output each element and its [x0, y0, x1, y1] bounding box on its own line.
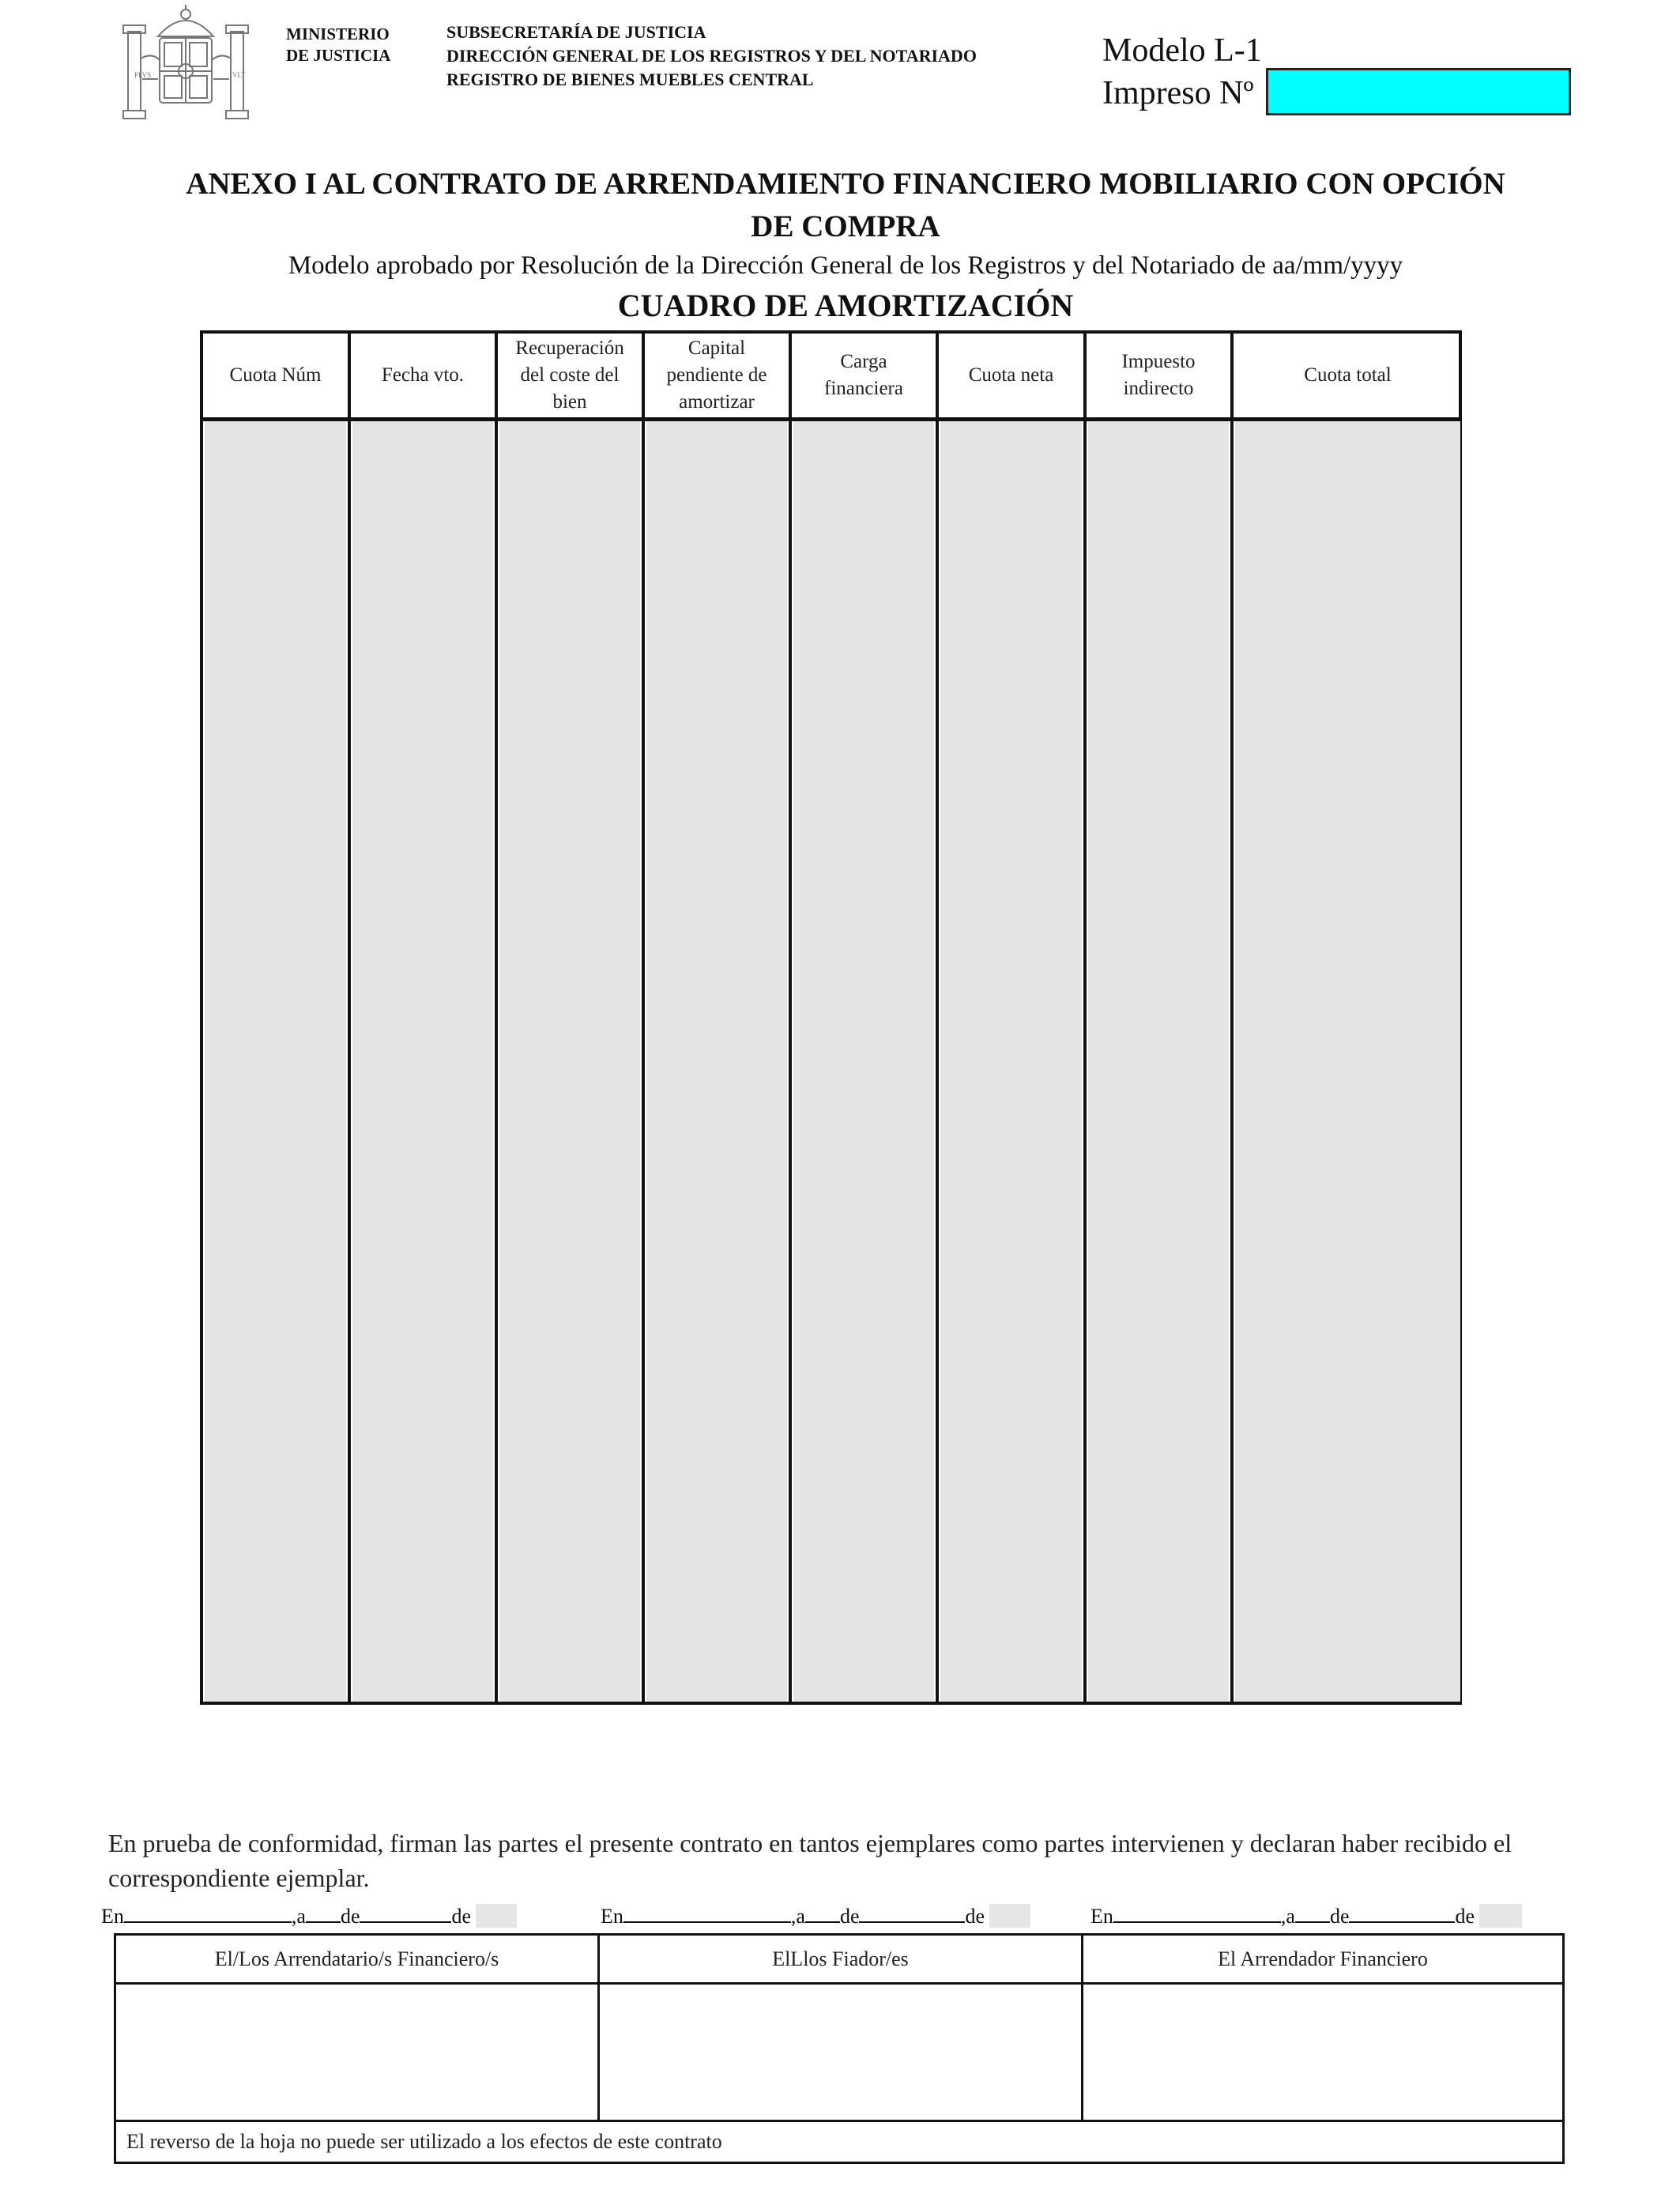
- amortization-column-header: [351, 334, 495, 417]
- amortization-column-body[interactable]: [205, 421, 346, 1702]
- signature-footer-divider: [114, 2120, 1565, 2122]
- coat-of-arms-icon: [111, 3, 261, 128]
- amortization-column-body[interactable]: [793, 421, 934, 1702]
- model-code: Modelo L-1: [1102, 32, 1262, 69]
- column-header-text: Capital: [687, 337, 746, 359]
- department-line-1: SUBSECRETARÍA DE JUSTICIA: [446, 22, 706, 42]
- document-subtitle: Modelo aprobado por Resolución de la Dirección General de los Registros y del Notariado de aa/mm/yyyy: [288, 251, 1403, 280]
- place-date-line-3[interactable]: En ,a de de: [1090, 1903, 1522, 1930]
- column-header-text: del coste del: [520, 364, 620, 386]
- svg-text:VLT: VLT: [232, 71, 246, 79]
- ministry-name: [286, 24, 390, 66]
- table-column-divider: [789, 330, 792, 1705]
- document-title-line-1: ANEXO I AL CONTRATO DE ARRENDAMIENTO FINANCIERO MOBILIARIO CON OPCIÓN: [186, 167, 1505, 201]
- ministry-line-1: MINISTERIO: [286, 25, 390, 43]
- impreso-label: Impreso Nº: [1102, 75, 1254, 111]
- table-column-divider: [642, 330, 645, 1705]
- signature-header-arrendatario: El/Los Arrendatario/s Financiero/s: [214, 1947, 499, 1970]
- table-column-divider: [1230, 330, 1234, 1705]
- amortization-column-body[interactable]: [352, 421, 493, 1702]
- signature-header-arrendador: El Arrendador Financiero: [1218, 1947, 1428, 1970]
- column-header-text: bien: [552, 391, 587, 413]
- place-date-line-2[interactable]: En ,a de de: [601, 1903, 1030, 1930]
- amortization-column-body[interactable]: [940, 421, 1082, 1702]
- document-title: [95, 163, 1596, 248]
- column-header-text: Recuperación: [515, 337, 624, 359]
- column-header-text: indirecto: [1123, 378, 1194, 399]
- amortization-column-body[interactable]: [499, 421, 640, 1702]
- amortization-column-header: [203, 334, 348, 417]
- amortization-column-body[interactable]: [646, 421, 787, 1702]
- document-title-line-2: DE COMPRA: [751, 209, 940, 243]
- signature-box-arrendador[interactable]: [1083, 1985, 1562, 2120]
- amortization-column-header: [1087, 334, 1230, 417]
- table-column-divider: [348, 330, 351, 1705]
- table-column-divider: [936, 330, 939, 1705]
- amortization-column-body[interactable]: [1235, 421, 1460, 1702]
- impreso-number-field[interactable]: [1266, 68, 1571, 115]
- department-block: [446, 21, 977, 92]
- column-header-text: Impuesto: [1121, 351, 1196, 372]
- column-header-text: financiera: [824, 378, 903, 399]
- column-header-text: Carga: [840, 351, 887, 372]
- table-column-divider: [1083, 330, 1087, 1705]
- column-header-text: Cuota neta: [968, 364, 1054, 386]
- reverse-side-notice: El reverso de la hoja no puede ser utilizado a los efectos de este contrato: [126, 2130, 722, 2153]
- column-header-text: amortizar: [679, 391, 755, 413]
- amortization-column-header: [645, 334, 789, 417]
- svg-text:PLVS: PLVS: [134, 71, 152, 79]
- section-title: CUADRO DE AMORTIZACIÓN: [617, 288, 1074, 323]
- table-header-divider: [200, 417, 1462, 421]
- signature-box-arrendatario[interactable]: [116, 1985, 597, 2120]
- amortization-column-body[interactable]: [1088, 421, 1229, 1702]
- place-date-line-1[interactable]: En ,a de de: [101, 1903, 517, 1930]
- amortization-column-header: [939, 334, 1083, 417]
- column-header-text: Cuota Núm: [229, 364, 322, 386]
- column-header-text: Cuota total: [1304, 364, 1392, 386]
- table-column-divider: [495, 330, 498, 1705]
- signature-header-fiador: ElLlos Fiador/es: [772, 1947, 909, 1970]
- conformity-statement: En prueba de conformidad, firman las partes el presente contrato en tantos ejemplares como partes intervienen y declaran haber recibido el correspondiente ejemplar.: [108, 1829, 1512, 1892]
- department-line-3: REGISTRO DE BIENES MUEBLES CENTRAL: [446, 70, 814, 89]
- department-line-2: DIRECCIÓN GENERAL DE LOS REGISTROS Y DEL NOTARIADO: [446, 46, 977, 66]
- column-header-text: Fecha vto.: [381, 364, 465, 386]
- signature-box-fiador[interactable]: [600, 1985, 1081, 2120]
- amortization-column-header: [498, 334, 642, 417]
- amortization-column-header: [1234, 334, 1462, 417]
- amortization-column-header: [792, 334, 936, 417]
- column-header-text: pendiente de: [666, 364, 767, 386]
- ministry-line-2: DE JUSTICIA: [286, 46, 391, 65]
